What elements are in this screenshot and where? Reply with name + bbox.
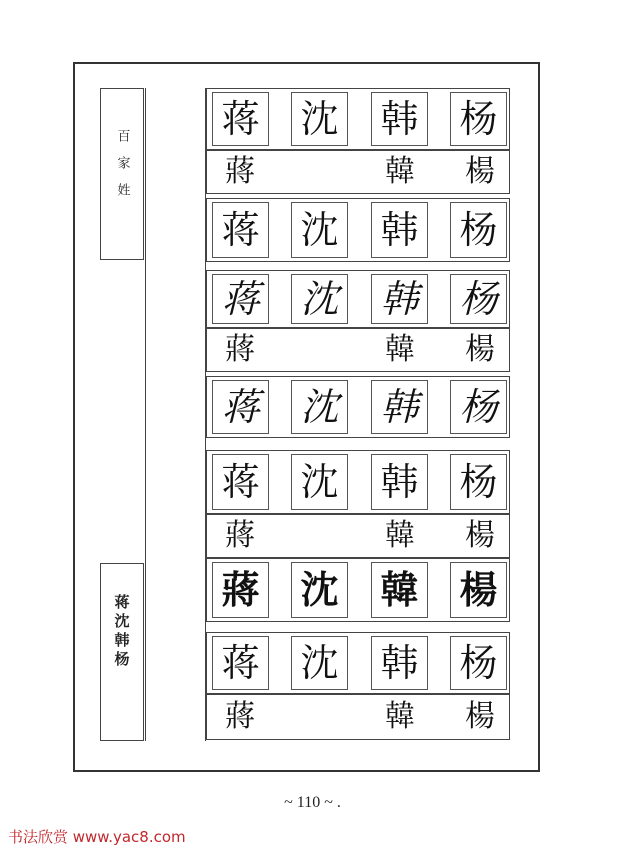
- character-row: [206, 88, 510, 150]
- center-spine: [145, 88, 206, 741]
- character-cell: 蔣: [212, 562, 269, 618]
- character-cell: 韩: [371, 92, 428, 146]
- character-cell: 蒋: [212, 92, 269, 146]
- character-cell: 蒋: [212, 202, 269, 258]
- traditional-character: 韓: [385, 518, 415, 553]
- traditional-character: 楊: [465, 518, 495, 553]
- character-row: [206, 198, 510, 262]
- traditional-character: 蔣: [225, 518, 255, 553]
- character-cell: 杨: [450, 92, 507, 146]
- character-cell: 蒋: [212, 454, 269, 510]
- character-cell: 沈: [291, 636, 348, 690]
- character-cell: 杨: [450, 454, 507, 510]
- character-cell: 韩: [371, 380, 428, 434]
- traditional-character: 蔣: [225, 699, 255, 734]
- traditional-character: 蔣: [225, 332, 255, 367]
- character-cell: 沈: [291, 274, 348, 324]
- site-watermark: 书法欣赏 www.yac8.com: [8, 828, 186, 846]
- character-cell: 沈: [291, 454, 348, 510]
- character-cell: 韩: [371, 636, 428, 690]
- character-row: [206, 376, 510, 438]
- character-cell: 韩: [371, 274, 428, 324]
- character-cell: 杨: [450, 380, 507, 434]
- character-row: [206, 270, 510, 328]
- character-row: [206, 558, 510, 622]
- character-cell: 沈: [291, 92, 348, 146]
- character-cell: 沈: [291, 562, 348, 618]
- book-title: 百家姓: [114, 129, 130, 210]
- section-panel: [100, 563, 144, 741]
- traditional-row: [206, 328, 510, 372]
- character-cell: 楊: [450, 562, 507, 618]
- traditional-character: 楊: [465, 699, 495, 734]
- title-panel: [100, 88, 144, 260]
- character-row: [206, 632, 510, 694]
- page-number: ~ 110 ~ .: [284, 794, 341, 811]
- character-cell: 沈: [291, 380, 348, 434]
- section-title: 蒋沈韩杨: [112, 594, 131, 670]
- traditional-character: 蔣: [225, 154, 255, 189]
- character-row: [206, 450, 510, 514]
- traditional-row: [206, 694, 510, 740]
- traditional-character: 楊: [465, 154, 495, 189]
- character-cell: 蒋: [212, 380, 269, 434]
- traditional-row: [206, 150, 510, 194]
- character-cell: 韓: [371, 562, 428, 618]
- character-cell: 韩: [371, 454, 428, 510]
- character-cell: 韩: [371, 202, 428, 258]
- character-cell: 蒋: [212, 636, 269, 690]
- traditional-character: 韓: [385, 332, 415, 367]
- traditional-character: 楊: [465, 332, 495, 367]
- character-cell: 杨: [450, 636, 507, 690]
- traditional-character: 韓: [385, 154, 415, 189]
- character-cell: 杨: [450, 202, 507, 258]
- character-cell: 杨: [450, 274, 507, 324]
- character-cell: 蒋: [212, 274, 269, 324]
- character-cell: 沈: [291, 202, 348, 258]
- traditional-character: 韓: [385, 699, 415, 734]
- traditional-row: [206, 514, 510, 558]
